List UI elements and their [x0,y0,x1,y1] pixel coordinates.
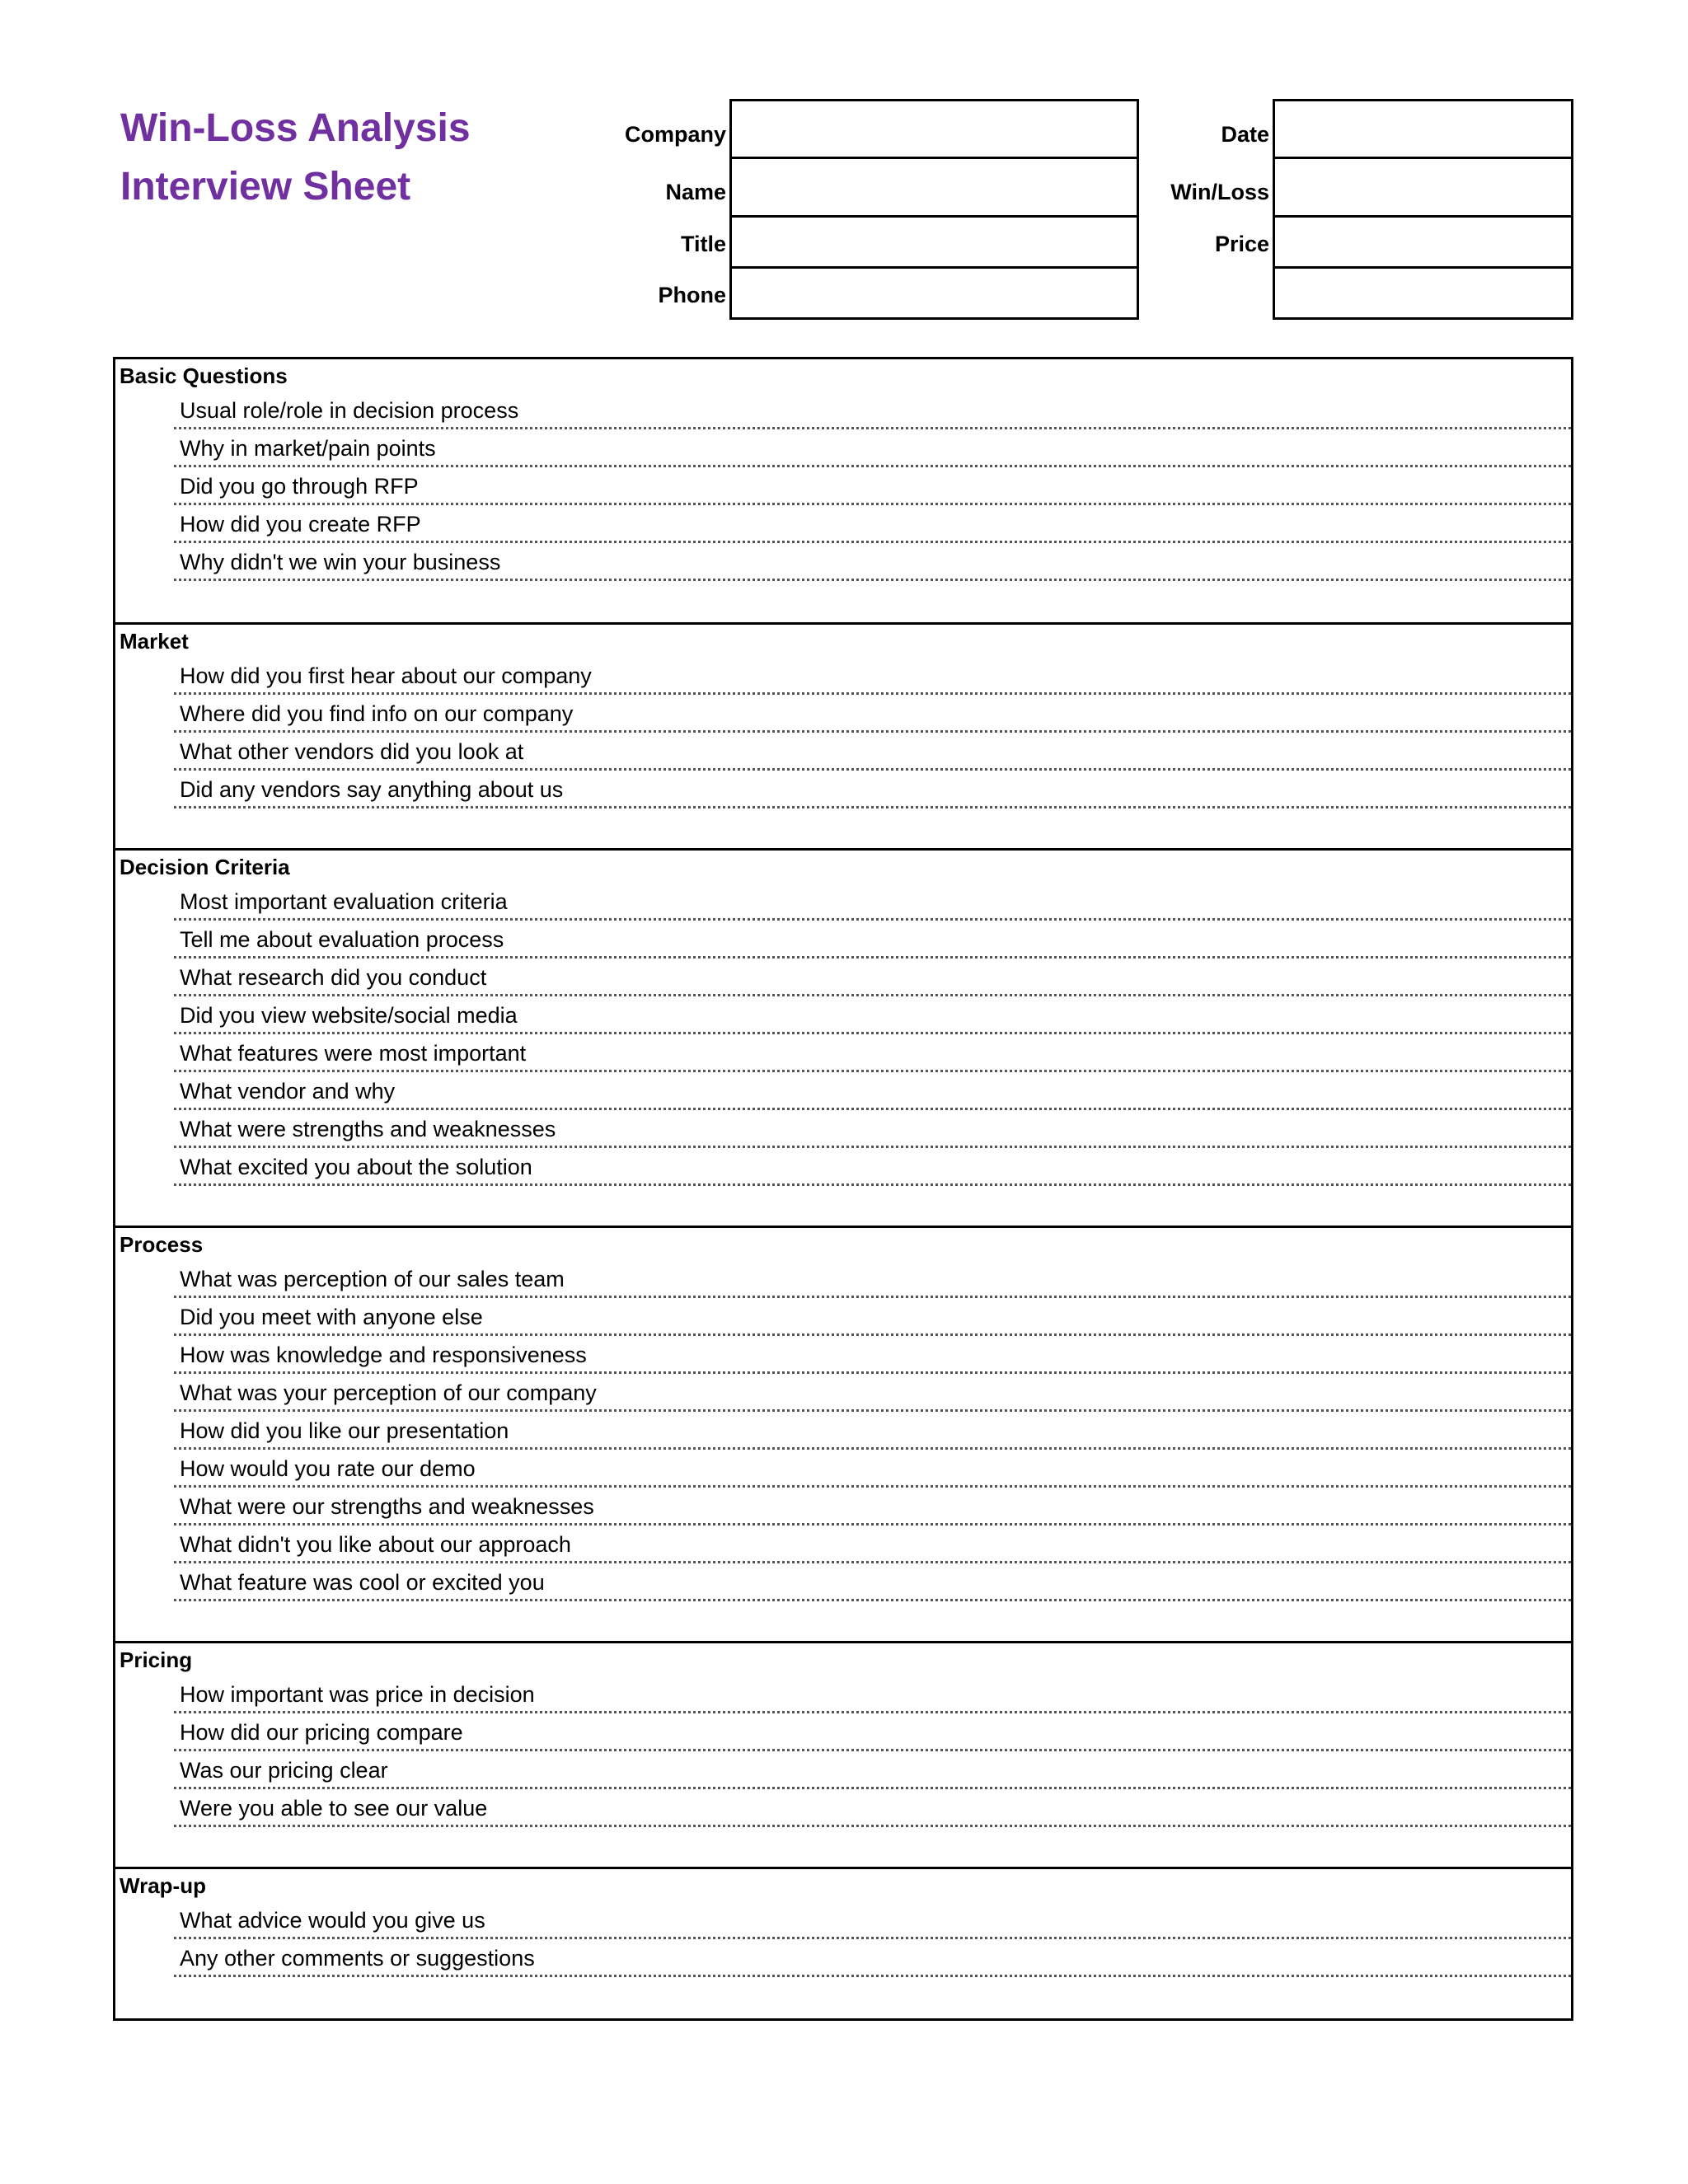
section-process [113,1226,1573,1643]
question-text: Most important evaluation criteria [180,889,508,914]
question-text: Where did you find info on our company [180,701,574,726]
section-market [113,622,1573,851]
question-text: How important was price in decision [180,1682,535,1707]
question-text: What research did you conduct [180,965,487,990]
section-title: Decision Criteria [120,855,290,879]
question-line[interactable] [174,432,1571,467]
company-label: Company [624,122,726,147]
question-line[interactable] [174,1376,1571,1412]
question-text: What didn't you like about our approach [180,1532,571,1557]
extra-field[interactable] [1273,266,1573,320]
question-line[interactable] [174,1075,1571,1110]
question-text: What vendor and why [180,1079,396,1104]
question-text: Usual role/role in decision process [180,398,519,423]
section-pricing [113,1641,1573,1869]
question-text: Were you able to see our value [180,1796,488,1821]
date-field[interactable] [1273,99,1573,159]
question-text: Did you view website/social media [180,1003,518,1028]
question-line[interactable] [174,394,1571,429]
question-text: Why in market/pain points [180,436,436,461]
title-line-1: Win-Loss Analysis [120,106,471,150]
question-line[interactable] [174,1678,1571,1713]
question-line[interactable] [174,470,1571,505]
question-text: What excited you about the solution [180,1155,532,1179]
question-line[interactable] [174,923,1571,958]
section-title: Pricing [120,1647,193,1672]
page-title [120,99,471,216]
question-text: Did you go through RFP [180,474,419,499]
win-loss-label: Win/Loss [1170,180,1269,204]
question-line[interactable] [174,1490,1571,1526]
question-line[interactable] [174,1942,1571,1977]
name-label: Name [665,180,726,204]
question-line[interactable] [174,961,1571,996]
question-text: What was your perception of our company [180,1380,597,1405]
win-loss-field[interactable] [1273,157,1573,218]
question-text: How did you like our presentation [180,1418,509,1443]
question-line[interactable] [174,1754,1571,1789]
question-line[interactable] [174,1566,1571,1601]
question-text: How did you first hear about our company [180,663,592,688]
question-line[interactable] [174,735,1571,771]
question-text: How was knowledge and responsiveness [180,1343,587,1367]
question-text: Tell me about evaluation process [180,927,504,952]
question-line[interactable] [174,1528,1571,1563]
section-title: Market [120,629,189,654]
question-line[interactable] [174,1263,1571,1298]
question-line[interactable] [174,1792,1571,1827]
question-text: What features were most important [180,1041,527,1066]
phone-field[interactable] [729,266,1139,320]
question-text: What were our strengths and weaknesses [180,1494,594,1519]
section-decision-criteria [113,848,1573,1228]
section-wrap-up [113,1867,1573,2021]
question-line[interactable] [174,885,1571,921]
section-title: Basic Questions [120,363,288,388]
question-text: What other vendors did you look at [180,739,524,764]
section-title: Wrap-up [120,1873,206,1898]
section-basic-questions [113,357,1573,625]
question-line[interactable] [174,773,1571,808]
date-label: Date [1221,122,1269,147]
question-text: Did any vendors say anything about us [180,777,564,802]
question-line[interactable] [174,1716,1571,1751]
question-text: Was our pricing clear [180,1758,388,1783]
question-line[interactable] [174,1414,1571,1450]
question-text: How would you rate our demo [180,1456,476,1481]
question-text: What advice would you give us [180,1908,485,1933]
question-line[interactable] [174,1037,1571,1072]
title-line-2: Interview Sheet [120,165,411,209]
question-line[interactable] [174,1338,1571,1374]
question-text: Any other comments or suggestions [180,1946,535,1971]
question-text: What was perception of our sales team [180,1267,565,1291]
phone-label: Phone [658,283,726,307]
question-text: Did you meet with anyone else [180,1305,483,1329]
question-line[interactable] [174,1904,1571,1939]
question-line[interactable] [174,659,1571,695]
price-field[interactable] [1273,215,1573,269]
question-line[interactable] [174,508,1571,543]
question-line[interactable] [174,999,1571,1034]
question-line[interactable] [174,546,1571,581]
question-line[interactable] [174,1113,1571,1148]
question-text: What feature was cool or excited you [180,1570,545,1595]
question-line[interactable] [174,697,1571,733]
question-line[interactable] [174,1301,1571,1336]
title-label: Title [680,232,726,256]
question-text: How did you create RFP [180,512,421,537]
question-text: What were strengths and weaknesses [180,1117,556,1141]
question-line[interactable] [174,1452,1571,1488]
question-line[interactable] [174,1151,1571,1186]
section-title: Process [120,1232,204,1257]
question-text: How did our pricing compare [180,1720,463,1745]
question-text: Why didn't we win your business [180,550,501,574]
price-label: Price [1214,232,1269,256]
